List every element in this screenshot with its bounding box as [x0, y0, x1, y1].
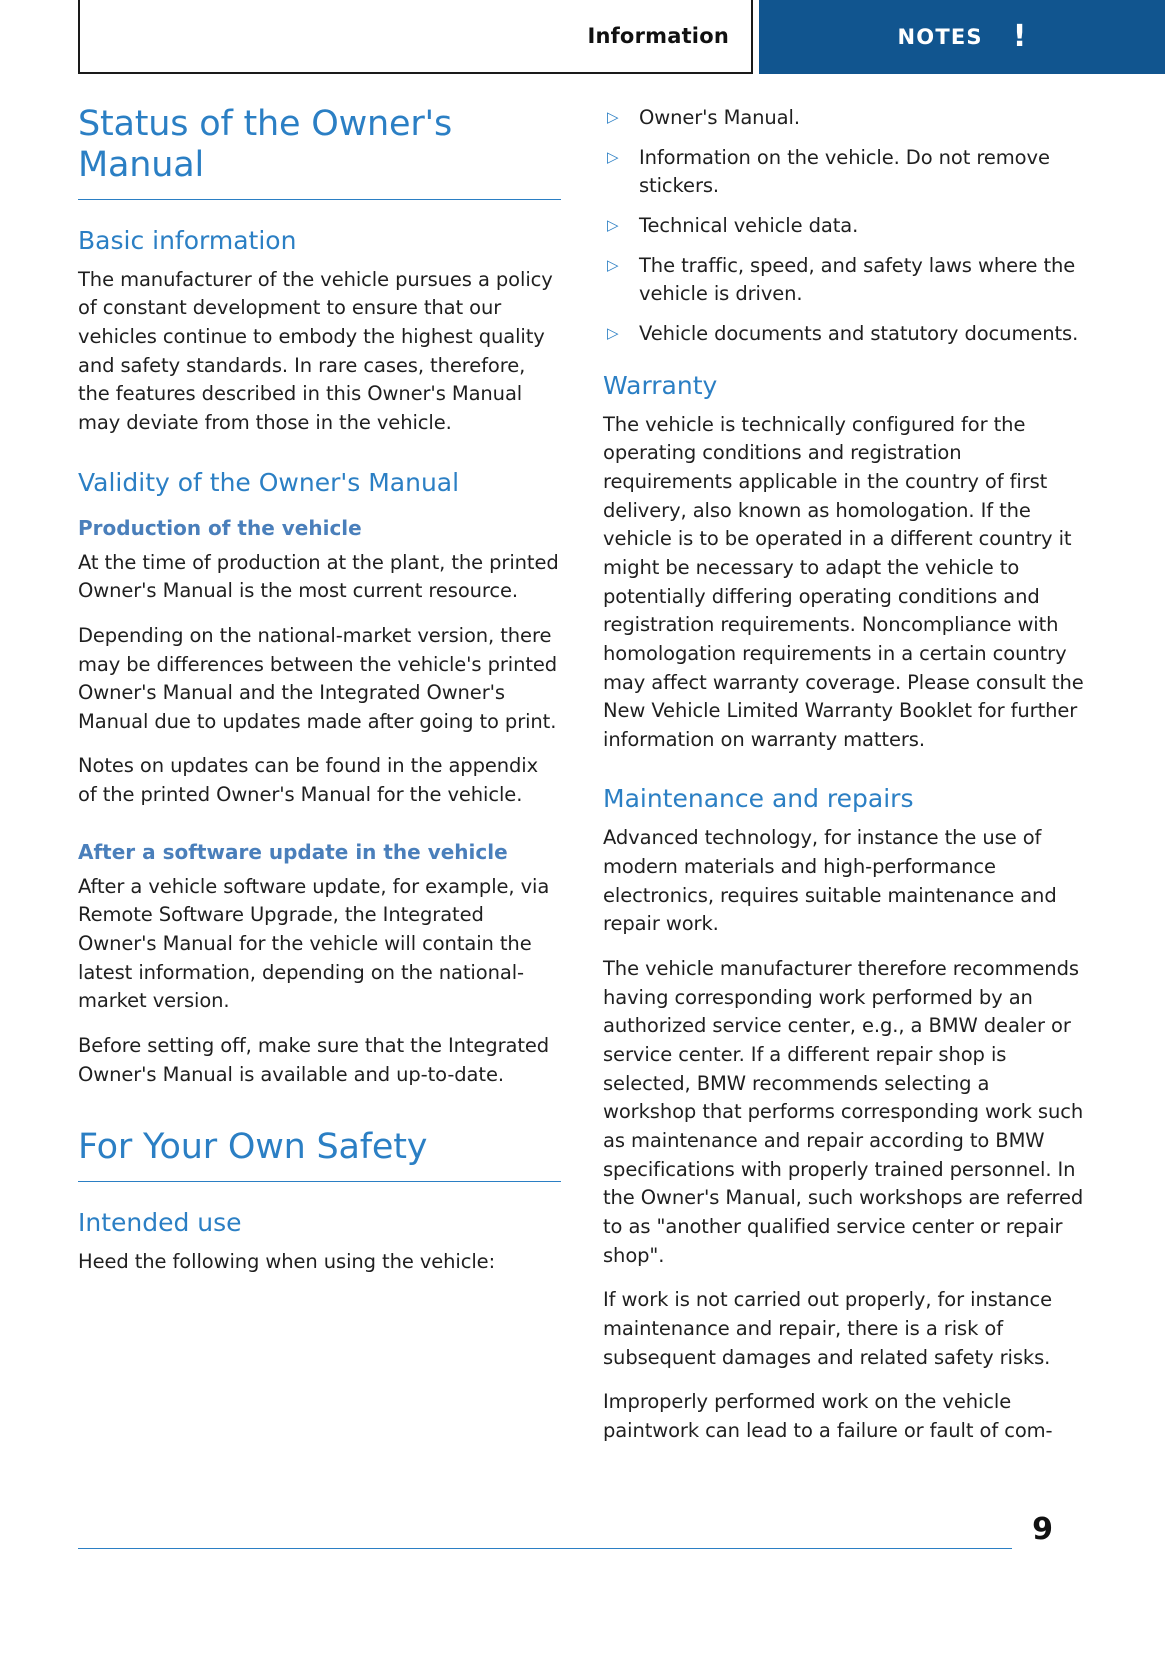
header-section-label: Information — [587, 24, 729, 48]
list-item — [603, 212, 1086, 241]
heading-production-of-the-vehicle: Production of the vehicle — [78, 515, 362, 540]
spacer — [78, 508, 561, 516]
right-column — [603, 104, 1086, 1499]
heading-validity: Validity of the Owner's Manual — [78, 467, 460, 497]
list-item-label: Owner's Manual. — [639, 106, 800, 129]
list-item — [603, 252, 1086, 309]
list-item-label: Information on the vehicle. Do not remove stickers. — [639, 145, 1050, 198]
paragraph: Depending on the national-market version, there may be differences between the vehicle's printed Owner's Manual and the Integrated Owner's Manual due to updates made after going to print. — [78, 623, 558, 733]
paragraph: After a vehicle software update, for example, via Remote Software Upgrade, the Integrated Owner's Manual for the vehicle will contain the latest information, depending on the national-market version. — [78, 874, 550, 1013]
list-item-label: The traffic, speed, and safety laws where the vehicle is driven. — [639, 253, 1076, 306]
paragraph: The manufacturer of the vehicle pursues a policy of constant development to ensure that our vehicles continue to embody the highest quality and safety standards. In rare cases, therefore, the features described in this Owner's Manual may deviate from those in the vehicle. — [78, 267, 553, 434]
list-item — [603, 104, 1086, 133]
page-footer — [78, 1512, 1087, 1582]
title-rule — [78, 199, 561, 200]
header-section-box — [78, 0, 753, 74]
heading-warranty: Warranty — [603, 370, 718, 400]
triangle-bullet-icon: ▷ — [607, 147, 619, 166]
page-number: 9 — [1032, 1512, 1053, 1547]
triangle-bullet-icon: ▷ — [607, 323, 619, 342]
heading-basic-information: Basic information — [78, 225, 297, 255]
list-item — [603, 144, 1086, 201]
paragraph: The vehicle is technically configured for the operating conditions and registration requirements applicable in the country of first delivery, also known as homologation. If the vehicle is to be operated in a different country it might be necessary to adapt the vehicle to potentially differing operating conditions and registration requirements. Noncompliance with homologation requirements in a certain country may affect warranty coverage. Please consult the New Vehicle Limited Warranty Booklet for further information on warranty matters. — [603, 412, 1084, 751]
paragraph: At the time of production at the plant, the printed Owner's Manual is the most current resource. — [78, 550, 559, 603]
triangle-bullet-icon: ▷ — [607, 255, 619, 274]
paragraph: Improperly performed work on the vehicle paintwork can lead to a failure or fault of com- — [603, 1390, 1053, 1442]
page-header — [78, 0, 1165, 76]
list-item-label: Vehicle documents and statutory documents. — [639, 321, 1079, 345]
heading-maintenance-and-repairs: Maintenance and repairs — [603, 784, 914, 814]
page-columns — [78, 104, 1087, 1499]
footer-rule — [78, 1548, 1012, 1549]
list-item — [603, 320, 1086, 349]
page-title-secondary: For Your Own Safety — [78, 1127, 428, 1168]
spacer — [603, 770, 1086, 784]
page-title: Status of the Owner's Manual — [78, 104, 453, 186]
header-notes-box — [759, 0, 1165, 74]
paragraph: Advanced technology, for instance the use of modern materials and high-performance electronics, requires suitable maintenance and repair work. — [603, 826, 1057, 936]
title-rule-secondary — [78, 1181, 561, 1182]
paragraph: If work is not carried out properly, for instance maintenance and repair, there is a risk of subsequent damages and related safety risks. — [603, 1288, 1052, 1369]
list-item-label: Technical vehicle data. — [639, 213, 859, 237]
spacer — [78, 1105, 561, 1127]
header-notes-label: NOTES — [897, 25, 983, 49]
paragraph: Notes on updates can be found in the appendix of the printed Owner's Manual for the vehicle. — [78, 754, 539, 807]
heading-intended-use: Intended use — [78, 1207, 242, 1237]
intended-use-list — [603, 104, 1086, 349]
spacer — [78, 826, 561, 840]
left-column — [78, 104, 561, 1499]
triangle-bullet-icon: ▷ — [607, 108, 619, 126]
paragraph: Heed the following when using the vehicle: — [78, 1249, 496, 1273]
triangle-bullet-icon: ▷ — [607, 215, 619, 234]
paragraph: Before setting off, make sure that the Integrated Owner's Manual is available and up-to-date. — [78, 1034, 550, 1086]
paragraph: The vehicle manufacturer therefore recommends having corresponding work performed by an authorized service center, e.g., a BMW dealer or service center. If a different repair shop is selected, BMW recommends selecting a workshop that performs corresponding work such as maintenance and repair according to BMW specifications with properly trained personnel. In the Owner's Manual, such workshops are referred to as "another qualified service center or repair shop". — [603, 957, 1084, 1267]
spacer — [78, 454, 561, 468]
heading-after-software-update: After a software update in the vehicle — [78, 839, 508, 864]
exclamation-icon: ! — [1012, 19, 1027, 54]
